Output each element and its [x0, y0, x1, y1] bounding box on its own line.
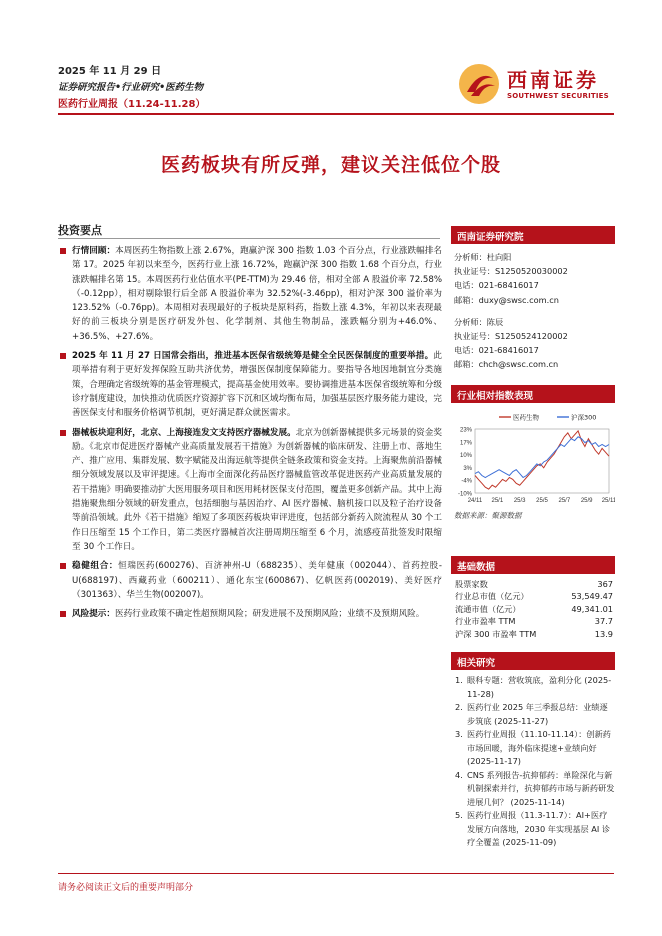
key-point: [58, 349, 442, 420]
company-logo: [455, 58, 615, 108]
related-list: [451, 674, 615, 850]
analyst-cert: 执业证号：S1250520030002: [454, 266, 568, 277]
key-data-label: 流通市值（亿元）: [455, 603, 521, 614]
chart-panel: [451, 385, 615, 521]
related-num: 4.: [455, 769, 463, 780]
key-point: [58, 244, 442, 344]
report-date: 2025 年 11 月 29 日: [58, 66, 162, 77]
related-item[interactable]: [455, 701, 615, 728]
key-points: [58, 244, 442, 626]
key-data-value: 37.7: [594, 616, 613, 627]
chart-title: 行业相对指数表现: [451, 385, 615, 403]
key-point-lead: 风险提示：: [72, 609, 115, 620]
related-text: CNS 系列报告-抗抑郁药：单险深化与新机制探索并行，抗抑郁药市场与新药研发进展几何？ (2025-11-14): [467, 769, 615, 807]
x-tick-label: 25/9: [580, 498, 593, 504]
y-tick-label: 17%: [459, 440, 472, 447]
report-category: 证券研究报告•行业研究•医药生物: [58, 82, 204, 93]
related-num: 1.: [455, 675, 463, 685]
key-data-row: [451, 603, 615, 615]
key-data-row: [451, 590, 615, 602]
analyst-name: 分析师：陈辰: [454, 316, 504, 327]
x-tick-label: 25/11: [601, 498, 615, 504]
key-data-value: 53,549.47: [571, 591, 613, 602]
related-text: 眼科专题：营收筑底，盈利分化 (2025-11-28): [467, 675, 612, 699]
series-line: [475, 437, 609, 478]
key-point-lead: 稳健组合：: [72, 561, 119, 572]
key-point-text: 恒瑞医药(600276)、百济神州-U（688235）、美年健康（002044）、首药控股-U(688197)、西藏药业（600211）、通化东宝(600867)、亿帆医药(002019)、美好医疗（301363）、华兰生物(002007)。: [72, 561, 442, 600]
key-point-text: 北京为创新器械提供多元场景的资金奖励。《北京市促进医疗器械产业高质量发展若干措施》为创新器械的临床研发、注册上市、落地生产、推广应用、集群发展、数字赋能及出海远航等提供全链条政策和资金支持。上海聚焦前沿器械细分领域发展以及审评提速。《上海市全面深化药品医疗器械监管改革促进医药产业高质量发展的若干措施》明确要推动扩大医用服务项目和医用耗材医保支付范围，覆盖更多创新产品。其中上海措施聚焦细分领域的研发重点，包括细胞与基因治疗、AI 医疗器械、脑机接口以及粒子治疗设备等前沿领域。此外《若干措施》缩短了多项医药板块审评进度，包括部分新药入院流程从 30 个工作日压缩至 15 个工作日，第二类医疗器械首次注册周期压缩至 6 个月，流感疫苗批签发时限缩至 30 个工作日。: [72, 427, 442, 552]
key-data-row: [451, 615, 615, 627]
legend-label: 医药生物: [513, 413, 539, 422]
y-tick-label: 10%: [459, 453, 472, 460]
related-title: 相关研究: [451, 652, 615, 670]
related-research-panel: [451, 652, 615, 850]
key-point-lead: 行情回顾：: [72, 246, 116, 256]
x-tick-label: 25/5: [536, 498, 548, 504]
key-point-lead: 器械板块迎利好，北京、上海接连发文支持医疗器械发展。: [72, 427, 296, 438]
key-point: [58, 559, 442, 602]
x-tick-label: 25/1: [491, 498, 504, 504]
relative-index-chart: [451, 403, 615, 509]
related-num: 5.: [455, 810, 463, 820]
key-data-value: 13.9: [594, 628, 613, 639]
key-data-label: 股票家数: [455, 579, 488, 589]
legend-label: 沪深300: [571, 413, 597, 422]
key-point-lead: 2025 年 11 月 27 日国常会指出，推进基本医保省级统筹是健全全民医保制度的重要举措。: [72, 351, 434, 362]
logo-emblem-icon: [457, 62, 501, 106]
key-data-label: 行业市盈率 TTM: [455, 616, 516, 627]
page-title: 医药板块有所反弹，建议关注低位个股: [160, 154, 501, 176]
key-point-text: 医药行业政策不确定性超预期风险；研发进展不及预期风险；业绩不及预期风险。: [114, 609, 425, 620]
key-data-panel: [451, 556, 615, 640]
key-data-row: [451, 578, 615, 590]
analyst-email[interactable]: 邮箱：chch@swsc.com.cn: [454, 359, 559, 370]
key-data-title: 基础数据: [451, 556, 615, 574]
related-item[interactable]: [455, 769, 615, 810]
x-tick-label: 25/3: [513, 498, 526, 504]
key-point: [58, 607, 442, 621]
institute-title: 西南证券研究院: [451, 226, 615, 244]
analyst-cert: 执业证号：S1250524120002: [454, 331, 568, 342]
key-data-value: 367: [597, 579, 613, 589]
related-num: 3.: [455, 729, 463, 739]
y-tick-label: -4%: [461, 478, 472, 485]
key-point: [58, 426, 442, 555]
related-item[interactable]: [455, 728, 615, 769]
analyst-phone: 电话：021-68416017: [454, 280, 539, 291]
related-text: 医药行业 2025 年三季报总结：业绩逐步筑底 (2025-11-27): [467, 702, 608, 726]
related-num: 2.: [455, 702, 463, 712]
analyst-phone: 电话：021-68416017: [454, 345, 539, 356]
chart-source: 数据来源：聚源数据: [454, 511, 522, 520]
key-data-row: [451, 628, 615, 640]
key-point-text: 本周医药生物指数上涨 2.67%，跑赢沪深 300 指数 1.03 个百分点，行业涨跌幅排名第 17。2025 年初以来至今，医药行业上涨 16.72%，跑赢沪深 300 指数 1.68 个百分点，行业涨跌幅排名第 15。本周医药行业估值水平(PE-TTM)为 29.46 倍，相对全部 A 股溢价率 72.58%（-0.12pp），相对剔除银行后全部 A 股溢价率为 32.52%(-3.46pp)，相对沪深 300 溢价率为 123.52%（-0.76pp)。本周相对表现最好的子板块是原料药，指数上涨 4.3%，年初以来表现最好的前三板块分别是医疗研发外包、化学制剂、其他生物制品，涨跌幅分别为+46.0%、+36.5%、+27.6%。: [72, 246, 442, 342]
report-subtitle: 医药行业周报（11.24-11.28）: [58, 99, 206, 110]
y-tick-label: 3%: [463, 465, 472, 472]
related-item[interactable]: [455, 809, 615, 850]
y-tick-label: 23%: [459, 427, 472, 434]
key-data-value: 49,341.01: [571, 603, 613, 614]
related-text: 医药行业周报（11.3-11.7）：AI+医疗发展方向落地，2030 年实现基层 AI 诊疗全覆盖 (2025-11-09): [467, 810, 611, 847]
footer-divider: [58, 873, 614, 874]
section-divider: [58, 238, 440, 239]
logo-english: SOUTHWEST SECURITIES: [507, 92, 609, 100]
key-data-label: 沪深 300 市盈率 TTM: [455, 628, 537, 639]
x-tick-label: 24/11: [467, 498, 483, 504]
header-divider: [58, 113, 614, 115]
chart-svg: [451, 403, 615, 509]
key-data-label: 行业总市值（亿元）: [455, 591, 529, 602]
related-item[interactable]: [455, 674, 615, 701]
series-line: [475, 431, 609, 489]
analyst-name: 分析师：杜向阳: [454, 252, 512, 262]
y-tick-label: -10%: [457, 491, 472, 498]
footer-note: 请务必阅读正文后的重要声明部分: [58, 883, 194, 893]
logo-name: 西南证券: [507, 68, 599, 92]
sidebar: [451, 226, 615, 372]
section-title: 投资要点: [58, 224, 102, 237]
analyst-email[interactable]: 邮箱：duxy@swsc.com.cn: [454, 294, 559, 305]
key-point-text: 此项举措有利于更好发挥保险互助共济优势，增强医保制度保障能力。要指导各地因地制宜分类施策，合理确定省级统筹的基金管理模式，提高基金使用效率。要协调推进基本医保省级统筹和分级诊疗制度建设，加快推动优质医疗资源扩容下沉和区域均衡布局，加强基层医疗服务能力建设，完善医保支付和服务价格调节机制，更好满足群众就医需求。: [72, 351, 442, 419]
related-text: 医药行业周报（11.10-11.14）：创新药市场回暖，海外临床提速+业绩向好 (2025-11-17): [467, 729, 611, 766]
x-tick-label: 25/7: [558, 498, 571, 504]
